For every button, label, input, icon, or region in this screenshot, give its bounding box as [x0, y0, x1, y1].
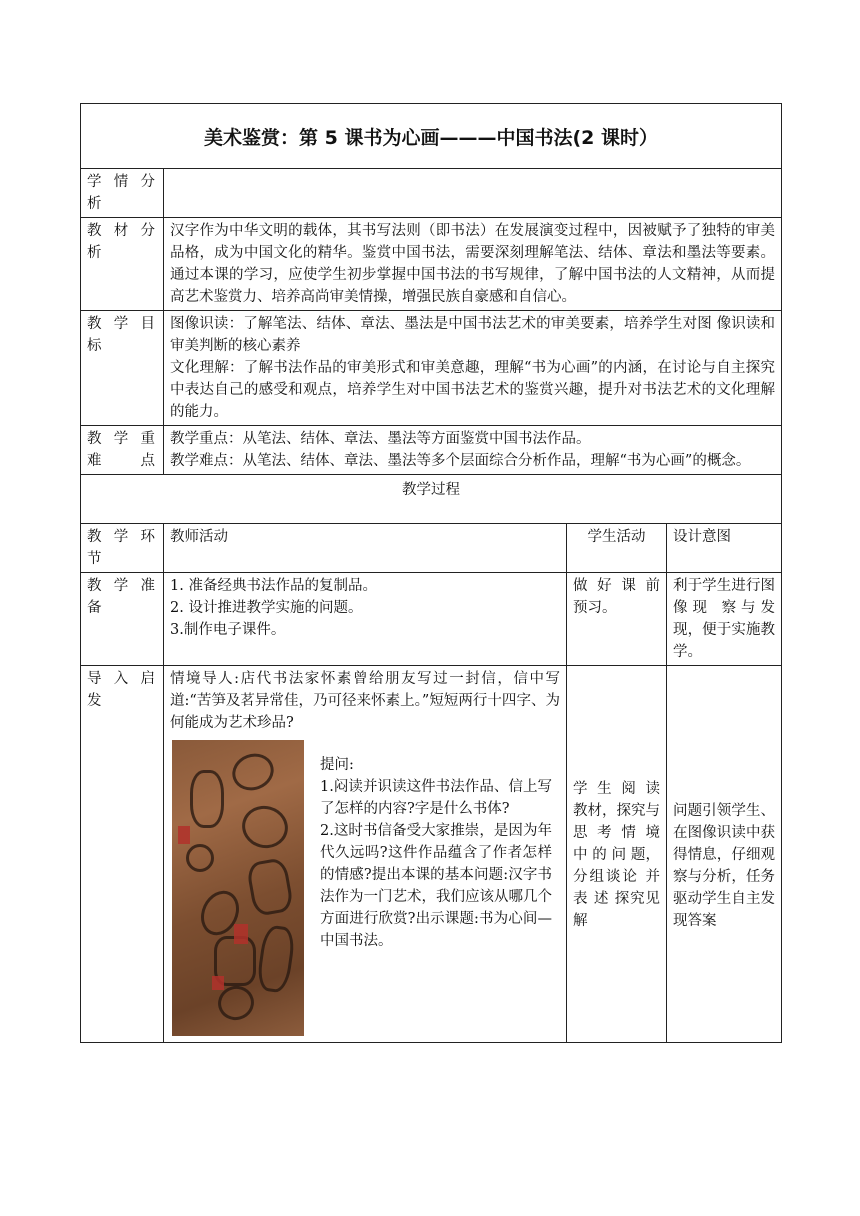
intro-text: 情境导人:店代书法家怀素曾给朋友写过一封信，信中写道:“苦笋及茗异常佳，乃可径来怀素上。”短短两行十四字、为何能成为艺术珍品?: [170, 671, 560, 731]
row-process-title: [81, 475, 782, 524]
question-1: 1.闷读并识读这件书法作品、信上写了怎样的内容?字是什么书体?: [320, 779, 552, 817]
document-title: 美术鉴赏：第 5 课书为心画———中国书法(2 课时）: [81, 104, 782, 169]
intent-daoru: 问题引领学生、在图像识读中获得情息，仔细观察与分析，任务驱动学生自主发现答案: [667, 666, 782, 1043]
row-jiaocai: [81, 218, 782, 311]
prep-item: 3.制作电子课件。: [170, 622, 286, 638]
row-xueqing: [81, 169, 782, 218]
header-stage: 教 学 环 节: [81, 524, 164, 573]
question-label: 提问:: [320, 757, 354, 773]
header-teacher: 教师活动: [164, 524, 567, 573]
label-mubiao: 教 学 目 标: [81, 311, 164, 426]
row-zhongnan: [81, 426, 782, 475]
student-zhunbei: 做 好 课 前 预习。: [567, 573, 667, 666]
label-jiaocai: 教 材 分 析: [81, 218, 164, 311]
stage-daoru: 导 入 启 发: [81, 666, 164, 1043]
teacher-zhunbei: [164, 573, 567, 666]
question-2: 2.这时书信备受大家推崇，是因为年代久远吗?这件作品蕴含了作者怎样的情感?提出本课的基本问题:汉字书法作为一门艺术，我们应该从哪几个方面进行欣赏?出示课题:书为心间—中国书法。: [320, 823, 552, 949]
intro-wrap: [170, 668, 560, 1040]
content-zhongnan: [164, 426, 782, 475]
difficult-point: 教学难点：从笔法、结体、章法、墨法等多个层面综合分析作品，理解“书为心画”的概念。: [170, 453, 751, 469]
calligraphy-image: [172, 740, 304, 1036]
stage-zhunbei: 教 学 准 备: [81, 573, 164, 666]
goal-culture: 文化理解：了解书法作品的审美形式和审美意趣，理解“书为心画”的内涵，在讨论与自主探究中表达自己的感受和观点，培养学生对中国书法艺术的鉴赏兴趣，提升对书法艺术的文化理解的能力。: [170, 360, 776, 420]
intent-zhunbei: 利于学生进行图像现 察与发现，便于实施教学。: [667, 573, 782, 666]
process-title: 教学过程: [81, 475, 782, 524]
content-xueqing: [164, 169, 782, 218]
prep-item: 2. 设计推进教学实施的问题。: [170, 600, 363, 616]
prep-item: 1. 准备经典书法作品的复制品。: [170, 578, 377, 594]
teacher-daoru: [164, 666, 567, 1043]
key-point: 教学重点：从笔法、结体、章法、墨法等方面鉴赏中国书法作品。: [170, 431, 591, 447]
content-mubiao: [164, 311, 782, 426]
lesson-plan-table: [80, 103, 782, 1043]
lesson-plan-document: [80, 103, 781, 1043]
row-zhunbei: [81, 573, 782, 666]
title-row: [81, 104, 782, 169]
header-intent: 设计意图: [667, 524, 782, 573]
row-daoru: [81, 666, 782, 1043]
row-headers: [81, 524, 782, 573]
row-mubiao: [81, 311, 782, 426]
goal-image-reading: 图像识读：了解笔法、结体、章法、墨法是中国书法艺术的审美要素，培养学生对图 像识读和审美判断的核心素养: [170, 316, 776, 354]
label-zhongnan: 教 学 重 难点: [81, 426, 164, 475]
header-student: 学生活动: [567, 524, 667, 573]
label-xueqing: 学 情 分 析: [81, 169, 164, 218]
content-jiaocai: 汉字作为中华文明的载体，其书写法则（即书法）在发展演变过程中，因被赋予了独特的审美品格，成为中国文化的精华。鉴赏中国书法，需要深刻理解笔法、结体、章法和墨法等要素。通过本课的学习，应使学生初步掌握中国书法的书写规律，了解中国书法的人文精神，从而提高艺术鉴赏力、培养高尚审美情操，增强民族自豪感和自信心。: [164, 218, 782, 311]
student-daoru: 学 生 阅 读 教材，探究与 思 考 情 境 中 的 问 题，分组谈论 并 表 述 探究见解: [567, 666, 667, 1043]
question-block: [320, 754, 552, 952]
